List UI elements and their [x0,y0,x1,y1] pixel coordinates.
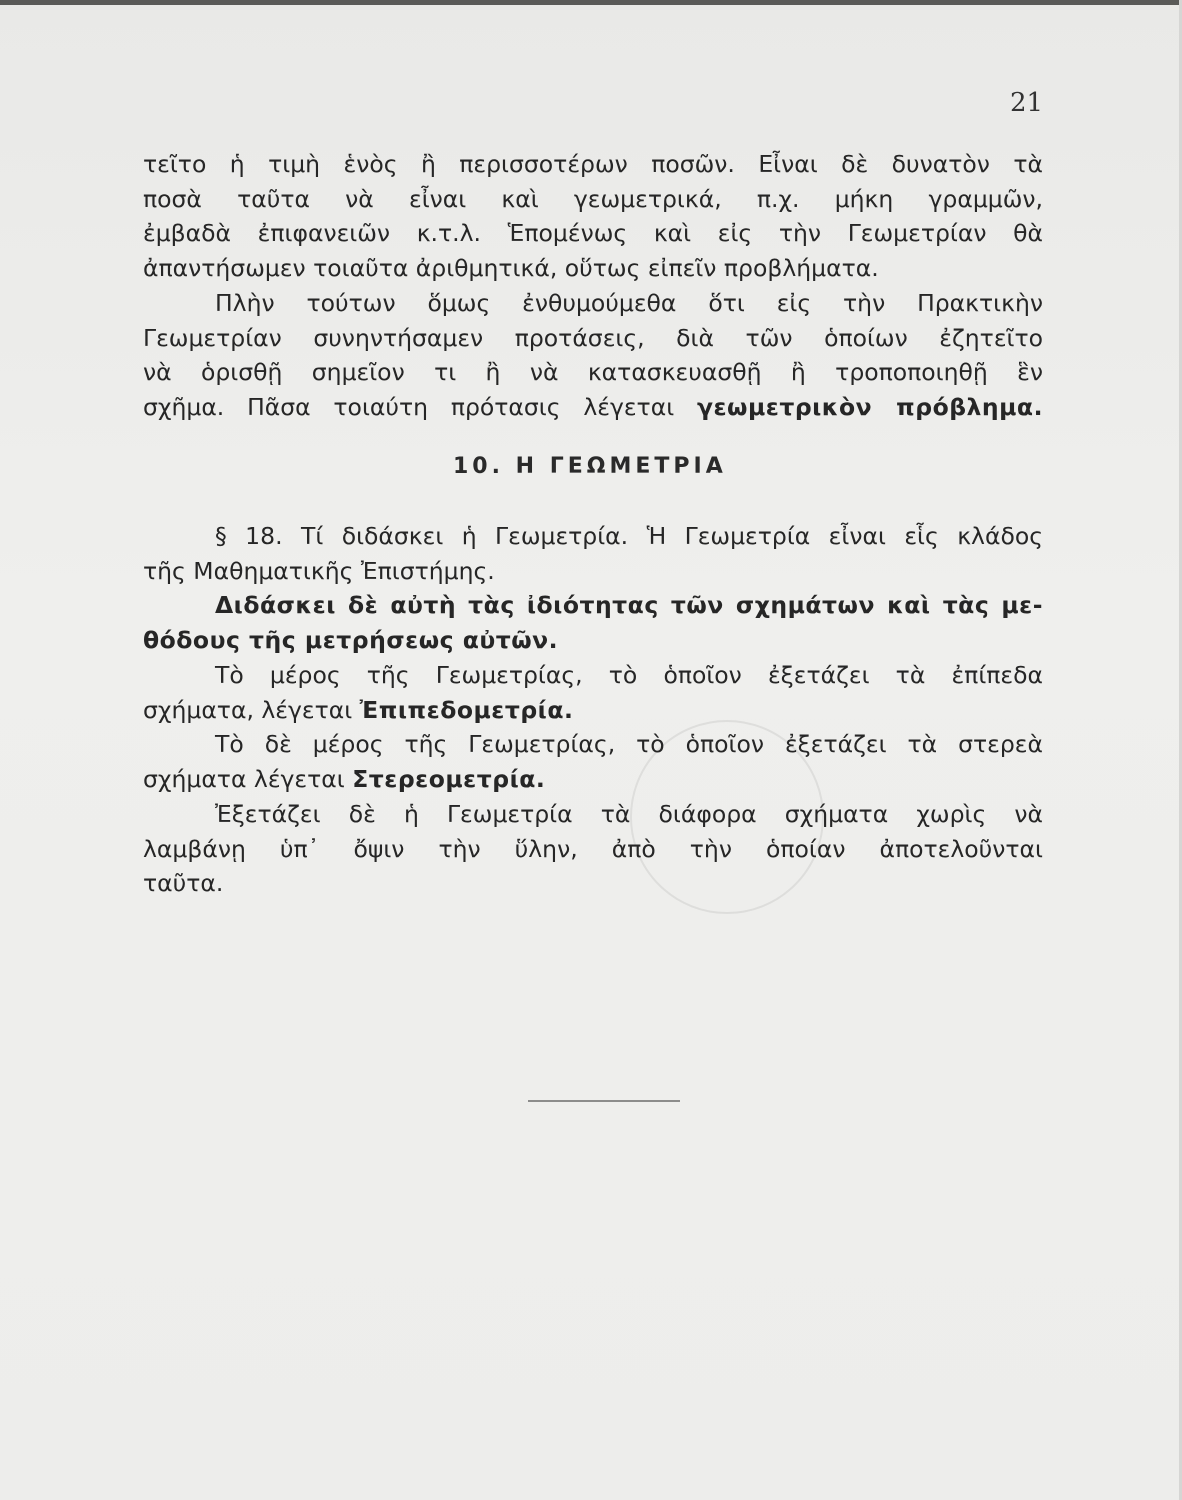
text-line: λαμβάνῃ ὑπ᾽ ὄψιν τὴν ὕλην, ἀπὸ τὴν ὁποίαν ἀποτελοῦνται [143,834,1043,863]
paragraph-2 [143,286,1043,424]
text-line: ποσὰ ταῦτα νὰ εἶναι καὶ γεωμετρικά, π.χ. μήκη γραμμῶν, [143,184,1043,213]
text-line: Πλὴν τούτων ὅμως ἐνθυμούμεθα ὅτι εἰς τὴν Πρακτικὴν [215,289,1043,317]
text-line [143,623,1043,658]
text-line: ἐμβαδὰ ἐπιφανειῶν κ.τ.λ. Ἑπομένως καὶ εἰς τὴν Γεωμετρίαν θὰ [143,219,1043,247]
section-18-title: § 18. Τί διδάσκει ἡ Γεωμετρία. [215,522,629,550]
definition-statement [143,588,1043,657]
text-run: σχήματα λέγεται [143,764,353,793]
text-run: σχῆμα. Πᾶσα τοιαύτη πρότασις λέγεται [143,392,697,421]
text-line [143,588,1043,623]
page-number: 21 [1010,88,1044,118]
closing-paragraph [143,797,1043,901]
text-line: τεῖτο ἡ τιμὴ ἑνὸς ἢ περισσοτέρων ποσῶν. Εἶναι δὲ δυνατὸν τὰ [143,150,1043,178]
text-run: Ἡ Γεωμετρία εἶναι εἷς κλάδος [628,522,1043,550]
text-line [143,693,1043,728]
term-solid-geometry: Στερεομετρία. [352,764,546,793]
term-plane-geometry: Ἐπιπεδομετρία. [359,695,574,724]
section-heading: 10. Η ΓΕΩΜΕΤΡΙΑ [453,454,727,479]
plane-geometry-paragraph [143,658,1043,727]
text-line: Τὸ μέρος τῆς Γεωμετρίας, τὸ ὁποῖον ἐξετάζει τὰ ἐπίπεδα [215,661,1043,689]
bold-text: θόδους τῆς μετρήσεως αὐτῶν. [143,625,559,654]
solid-geometry-paragraph [143,727,1043,796]
text-line: ἀπαντήσωμεν τοιαῦτα ἀριθμητικά, οὕτως εἰπεῖν προβλήματα. [143,253,879,282]
show-through-rule [528,1100,680,1102]
text-line: νὰ ὁρισθῇ σημεῖον τι ἢ νὰ κατασκευασθῇ ἢ τροποποιηθῇ ἓν [143,358,1043,386]
text-line: Τὸ δὲ μέρος τῆς Γεωμετρίας, τὸ ὁποῖον ἐξετάζει τὰ στερεὰ [215,730,1043,758]
text-run: σχήματα, λέγεται [143,695,360,724]
text-line: Ἐξετάζει δὲ ἡ Γεωμετρία τὰ διάφορα σχήματα χωρὶς νὰ [215,800,1043,828]
page-top-edge [0,0,1182,5]
text-line [143,519,1043,554]
text-line: ταῦτα. [143,869,224,897]
text-line [143,390,1043,425]
text-line [143,762,1043,797]
text-line: τῆς Μαθηματικῆς Ἐπιστήμης. [143,556,495,585]
bold-text: Διδάσκει δὲ αὐτὴ τὰς ἰδιότητας τῶν σχημάτων καὶ τὰς με- [215,591,1043,619]
term-geometric-problem: γεωμετρικὸν πρόβλημα. [696,392,1043,421]
text-line: Γεωμετρίαν συνηντήσαμεν προτάσεις, διὰ τῶν ὁποίων ἐζητεῖτο [143,323,1043,352]
paragraph-1 [143,147,1043,285]
section-18 [143,519,1043,588]
